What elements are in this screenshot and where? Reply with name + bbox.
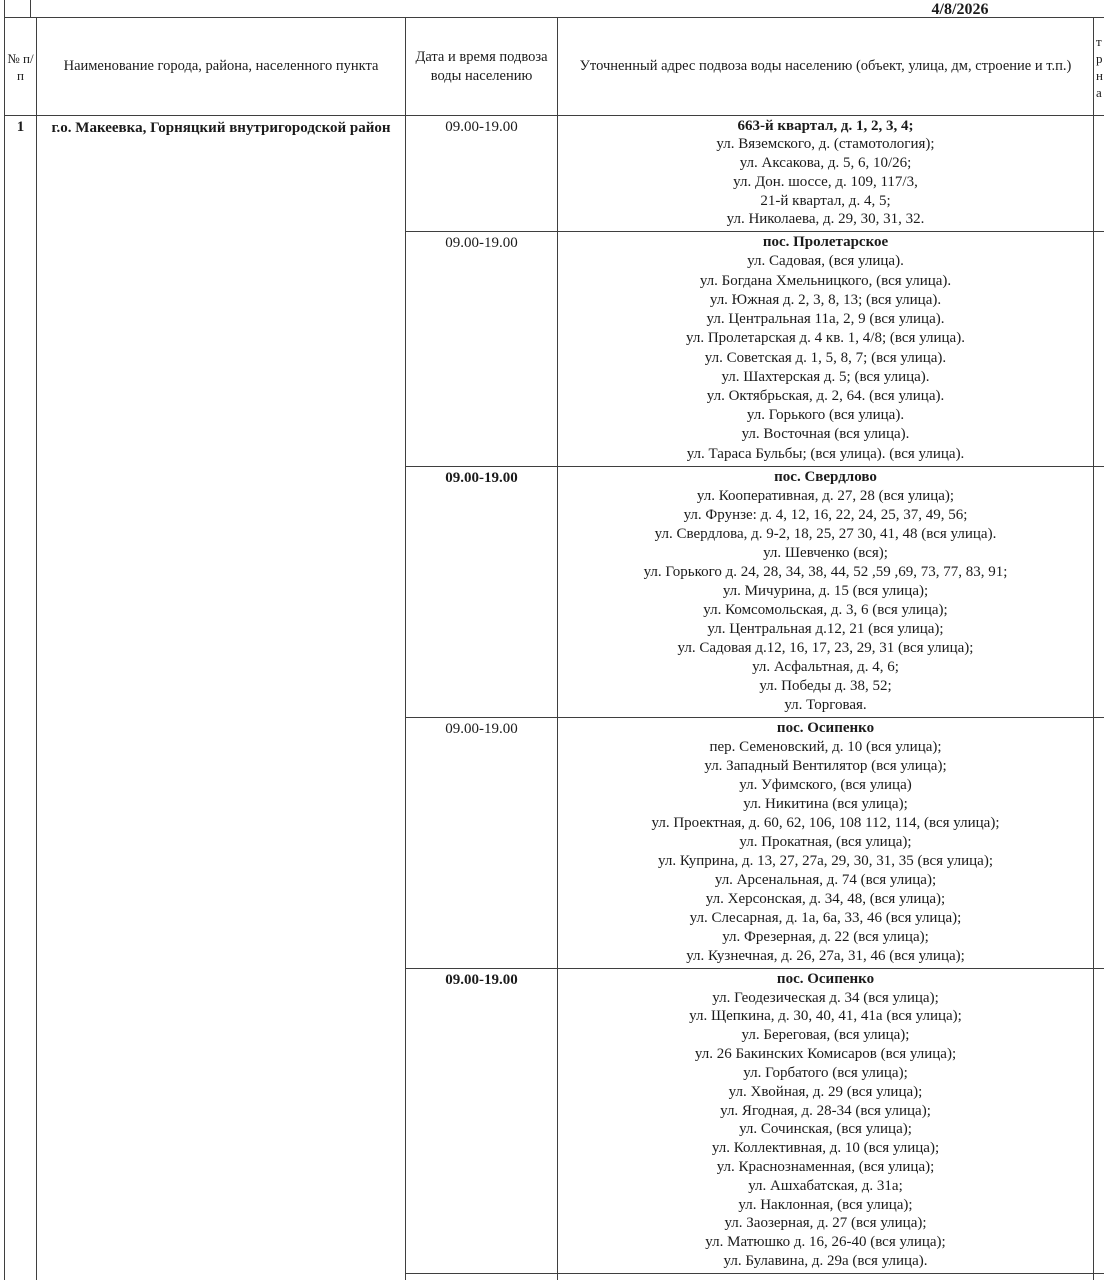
address-line: пос. Свердлово [774,469,877,485]
address-line: 663-й квартал, д. 1, 2, 3, 4; [737,117,914,134]
address-line: ул. Ягодная, д. 28-34 (вся улица); [720,1102,931,1119]
address-line: 21-й квартал, д. 4, 5; [760,192,891,209]
address-line: ул. Ашхабатская, д. 31а; [748,1177,903,1194]
address-line: ул. Асфальтная, д. 4, 6; [752,659,899,675]
address-line: ул. Свердлова, д. 9-2, 18, 25, 27 30, 41, 48 (вся улица). [654,526,997,542]
address-line: ул. Проектная, д. 60, 62, 106, 108 112, 114, (вся улица); [651,815,1000,831]
truncated-cell [1094,1274,1104,1280]
truncated-cell [1094,232,1104,467]
address-list-cell [558,116,1094,232]
address-line: ул. Щепкина, д. 30, 40, 41, 41а (вся улица); [689,1008,962,1025]
address-line: ул. Горького (вся улица). [746,407,905,424]
address-line: ул. Дон. шоссе, д. 109, 117/3, [733,173,918,190]
address-line: ул. Горбатого (вся улица); [743,1064,908,1081]
address-line: пос. Осипенко [776,720,875,736]
address-line: ул. Победы д. 38, 52; [759,678,892,694]
address-line: ул. Комсомольская, д. 3, 6 (вся улица); [703,602,948,618]
address-line: ул. Центральная д.12, 21 (вся улица); [707,621,944,637]
address-line: ул. Геодезическая д. 34 (вся улица); [712,989,939,1006]
time-cell: 09.00-19.00 [406,969,558,1274]
address-line: пос. Пролетарское [762,234,889,251]
address-line: ул. Садовая д.12, 16, 17, 23, 29, 31 (вся улица); [677,640,974,656]
address-line: ул. Пролетарская д. 4 кв. 1, 4/8; (вся улица). [686,330,965,347]
water-delivery-schedule-table [4,17,1104,1280]
address-line: ул. Советская д. 1, 5, 8, 7; (вся улица). [704,349,947,366]
header-address: Уточненный адрес подвоза воды населению (объект, улица, дм, строение и т.п.) [558,18,1094,116]
address-line: ул. Наклонная, (вся улица); [738,1196,913,1213]
time-cell: 09.00-19.00 [406,718,558,969]
address-line: ул. Кузнечная, д. 26, 27а, 31, 46 (вся улица); [686,948,965,964]
address-line: ул. Шахтерская д. 5; (вся улица). [721,368,930,385]
time-cell: 09.00-19.00 [406,116,558,232]
address-line: ул. Фрунзе: д. 4, 12, 16, 22, 24, 25, 37, 49, 56; [683,507,968,523]
address-line: ул. Сочинская, (вся улица); [739,1121,912,1138]
address-line: ул. Фрезерная, д. 22 (вся улица); [722,929,929,945]
address-line: ул. Уфимского, (вся улица) [739,777,912,793]
truncated-cell [1094,467,1104,718]
address-line: ул. Хвойная, д. 29 (вся улица); [728,1083,923,1100]
address-line: ул. Октябрьская, д. 2, 64. (вся улица). [706,387,945,404]
address-line: ул. Булавина, д. 29а (вся улица). [723,1253,928,1269]
address-line: ул. Никитина (вся улица); [743,796,908,812]
address-line: ул. Богдана Хмельницкого, (вся улица). [699,272,952,289]
time-cell: 09.00-19.00 [406,467,558,718]
address-line: ул. Мичурина, д. 15 (вся улица); [722,583,929,599]
address-line: пос. Осипенко [776,970,875,987]
address-line: ул. Куприна, д. 13, 27, 27а, 29, 30, 31, 35 (вся улица); [658,853,993,869]
address-line: ул. Горького д. 24, 28, 34, 38, 44, 52 ,59 ,69, 73, 77, 83, 91; [643,564,1008,580]
address-line: пер. Семеновский, д. 10 (вся улица); [709,739,942,755]
address-line: ул. Западный Вентилятор (вся улица); [704,758,947,774]
table-row [5,116,1104,232]
top-stub-line [30,0,31,17]
address-list-cell [558,232,1094,467]
address-line: ул. Коллективная, д. 10 (вся улица); [711,1140,940,1157]
truncated-cell [1094,969,1104,1274]
address-list-cell [558,969,1094,1274]
address-line: ул. Арсенальная, д. 74 (вся улица); [714,872,937,888]
address-line: ул. Южная д. 2, 3, 8, 13; (вся улица). [709,291,942,308]
address-line: ул. Заозерная, д. 27 (вся улица); [724,1215,927,1232]
address-line: ул. Торговая. [784,697,867,713]
address-line: ул. Восточная (вся улица). [741,426,910,443]
time-cell: 09.00-19.00 [406,232,558,467]
address-line: ул. Аксакова, д. 5, 6, 10/26; [739,155,912,172]
address-list-cell [558,467,1094,718]
header-locality: Наименование города, района, населенного пункта [37,18,406,116]
address-list-cell [558,718,1094,969]
locality-name-cell: г.о. Макеевка, Горняцкий внутригородской район [37,116,406,1280]
header-time: Дата и время подвоза воды населению [406,18,558,116]
address-line: ул. Слесарная, д. 1а, 6а, 33, 46 (вся улица); [689,910,962,926]
address-line: ул. 26 Бакинских Комисаров (вся улица); [694,1046,957,1063]
truncated-cell [1094,718,1104,969]
address-line: ул. Вяземского, д. (стамотология); [716,136,935,153]
address-line: ул. Садовая, (вся улица). [747,253,904,270]
address-line: ул. Херсонская, д. 34, 48, (вся улица); [705,891,946,907]
time-cell [406,1274,558,1280]
truncated-cell [1094,116,1104,232]
header-truncated-column: тр на [1094,18,1104,116]
address-line: ул. Шевченко (вся); [763,545,888,561]
address-list-cell [558,1274,1094,1280]
report-date: 4/8/2026 [931,1,989,18]
header-row [5,18,1104,116]
address-line: ул. Матюшко д. 16, 26-40 (вся улица); [705,1234,946,1251]
address-line: ул. Береговая, (вся улица); [741,1027,910,1044]
row-number-cell: 1 [5,116,37,1280]
address-line: ул. Николаева, д. 29, 30, 31, 32. [726,211,925,228]
address-line: ул. Тараса Бульбы; (вся улица). (вся улица). [686,445,965,462]
address-line: ул. Краснознаменная, (вся улица); [716,1158,935,1175]
address-line: ул. Прокатная, (вся улица); [739,834,912,850]
address-line: ул. Кооперативная, д. 27, 28 (вся улица); [696,488,955,504]
address-line: ул. Центральная 11а, 2, 9 (вся улица). [706,311,945,328]
header-number: № п/п [5,18,37,116]
